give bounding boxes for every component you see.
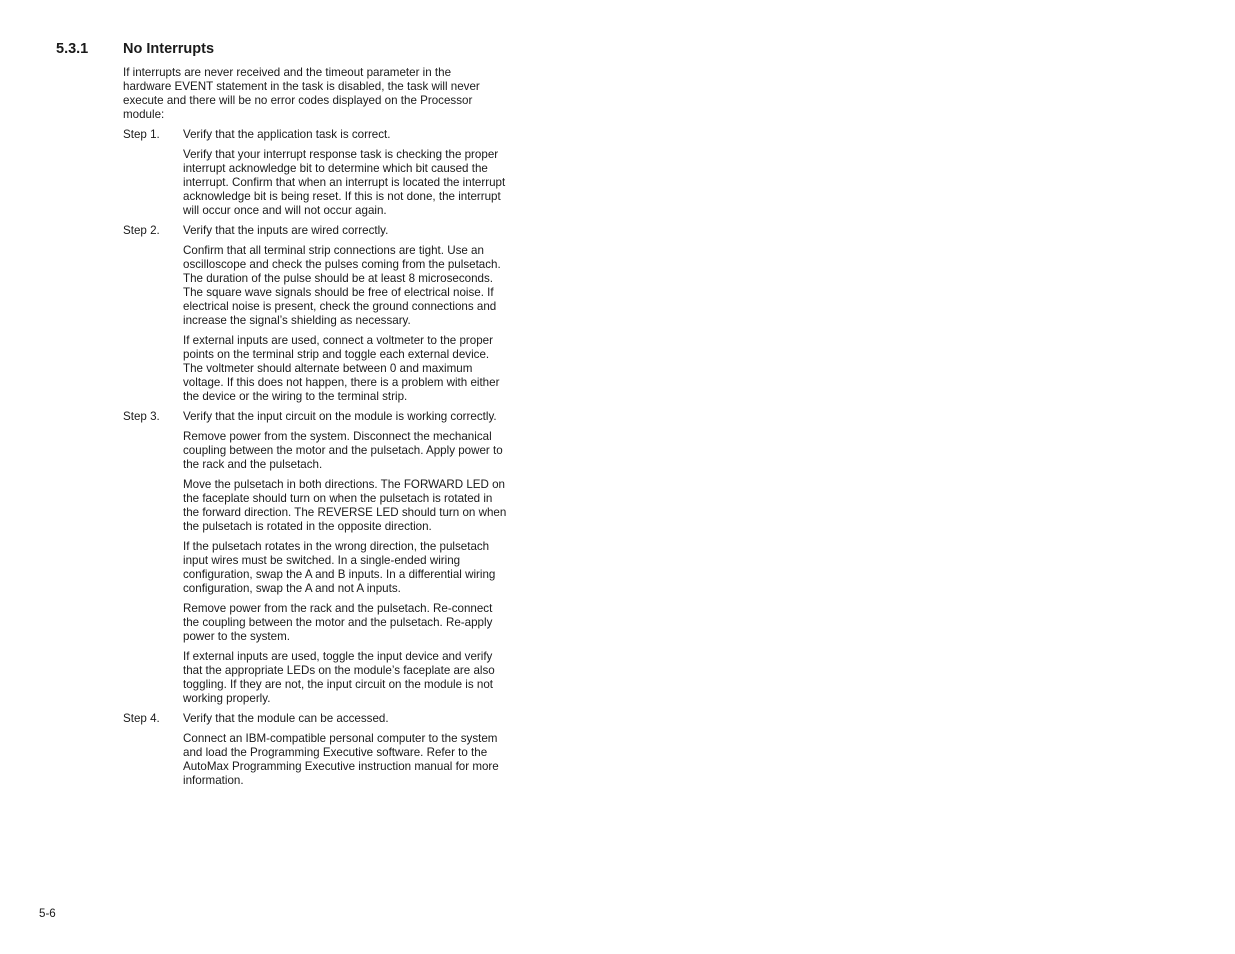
page-number: 5-6 [39,907,56,920]
step-paragraph: If the pulsetach rotates in the wrong direction, the pulsetach input wires must be switched. In a single-ended wiring configuration, swap the A and B inputs. In a differential wiring configuration, swap the A and not A inputs. [183,540,496,595]
step-body [183,224,509,404]
step-label: Step 3. [123,410,160,423]
step-body [183,128,509,218]
step-label: Step 4. [123,712,160,725]
step-paragraph: If external inputs are used, toggle the input device and verify that the appropriate LEDs on the module’s faceplate are also toggling. If they are not, the input circuit on the module is not working properly. [183,650,495,705]
step-paragraph: Remove power from the system. Disconnect the mechanical coupling between the motor and the pulsetach. Apply power to the rack and the pulsetach. [183,430,503,471]
step-paragraph: Confirm that all terminal strip connections are tight. Use an oscilloscope and check the pulses coming from the pulsetach. The duration of the pulse should be at least 8 microseconds. The square wave signals should be free of electrical noise. If electrical noise is present, check the ground connections and increase the signal’s shielding as necessary. [183,244,501,327]
step-paragraph: Connect an IBM-compatible personal computer to the system and load the Programming Executive software. Refer to the AutoMax Programming Executive instruction manual for more information. [183,732,499,787]
step-heading: Verify that the input circuit on the module is working correctly. [183,410,497,423]
step-paragraph: If external inputs are used, connect a voltmeter to the proper points on the terminal strip and toggle each external device. The voltmeter should alternate between 0 and maximum voltage. If this does not happen, there is a problem with either the device or the wiring to the terminal strip. [183,334,500,403]
step-2 [123,224,513,404]
step-body [183,410,509,706]
intro-paragraph: If interrupts are never received and the timeout parameter in the hardware EVENT statement in the task is disabled, the task will never execute and there will be no error codes displayed on the Processor module: [123,66,480,121]
section-content [123,66,513,794]
step-body [183,712,509,788]
section-title: No Interrupts [123,41,215,57]
step-label: Step 1. [123,128,160,141]
step-paragraph: Move the pulsetach in both directions. The FORWARD LED on the faceplate should turn on when the pulsetach is rotated in the forward direction. The REVERSE LED should turn on when the pulsetach is rotated in the opposite direction. [183,478,507,533]
step-heading: Verify that the inputs are wired correctly. [183,224,389,237]
step-1 [123,128,513,218]
step-label: Step 2. [123,224,160,237]
step-3 [123,410,513,706]
section-number: 5.3.1 [56,41,89,57]
step-heading: Verify that the module can be accessed. [183,712,389,725]
step-paragraph: Verify that your interrupt response task is checking the proper interrupt acknowledge bit to determine which bit caused the interrupt. Confirm that when an interrupt is located the interrupt acknowledge bit is being reset. If this is not done, the interrupt will occur once and will not occur again. [183,148,506,217]
step-4 [123,712,513,788]
step-heading: Verify that the application task is correct. [183,128,391,141]
step-paragraph: Remove power from the rack and the pulsetach. Re-connect the coupling between the motor and the pulsetach. Re-apply power to the system. [183,602,493,643]
